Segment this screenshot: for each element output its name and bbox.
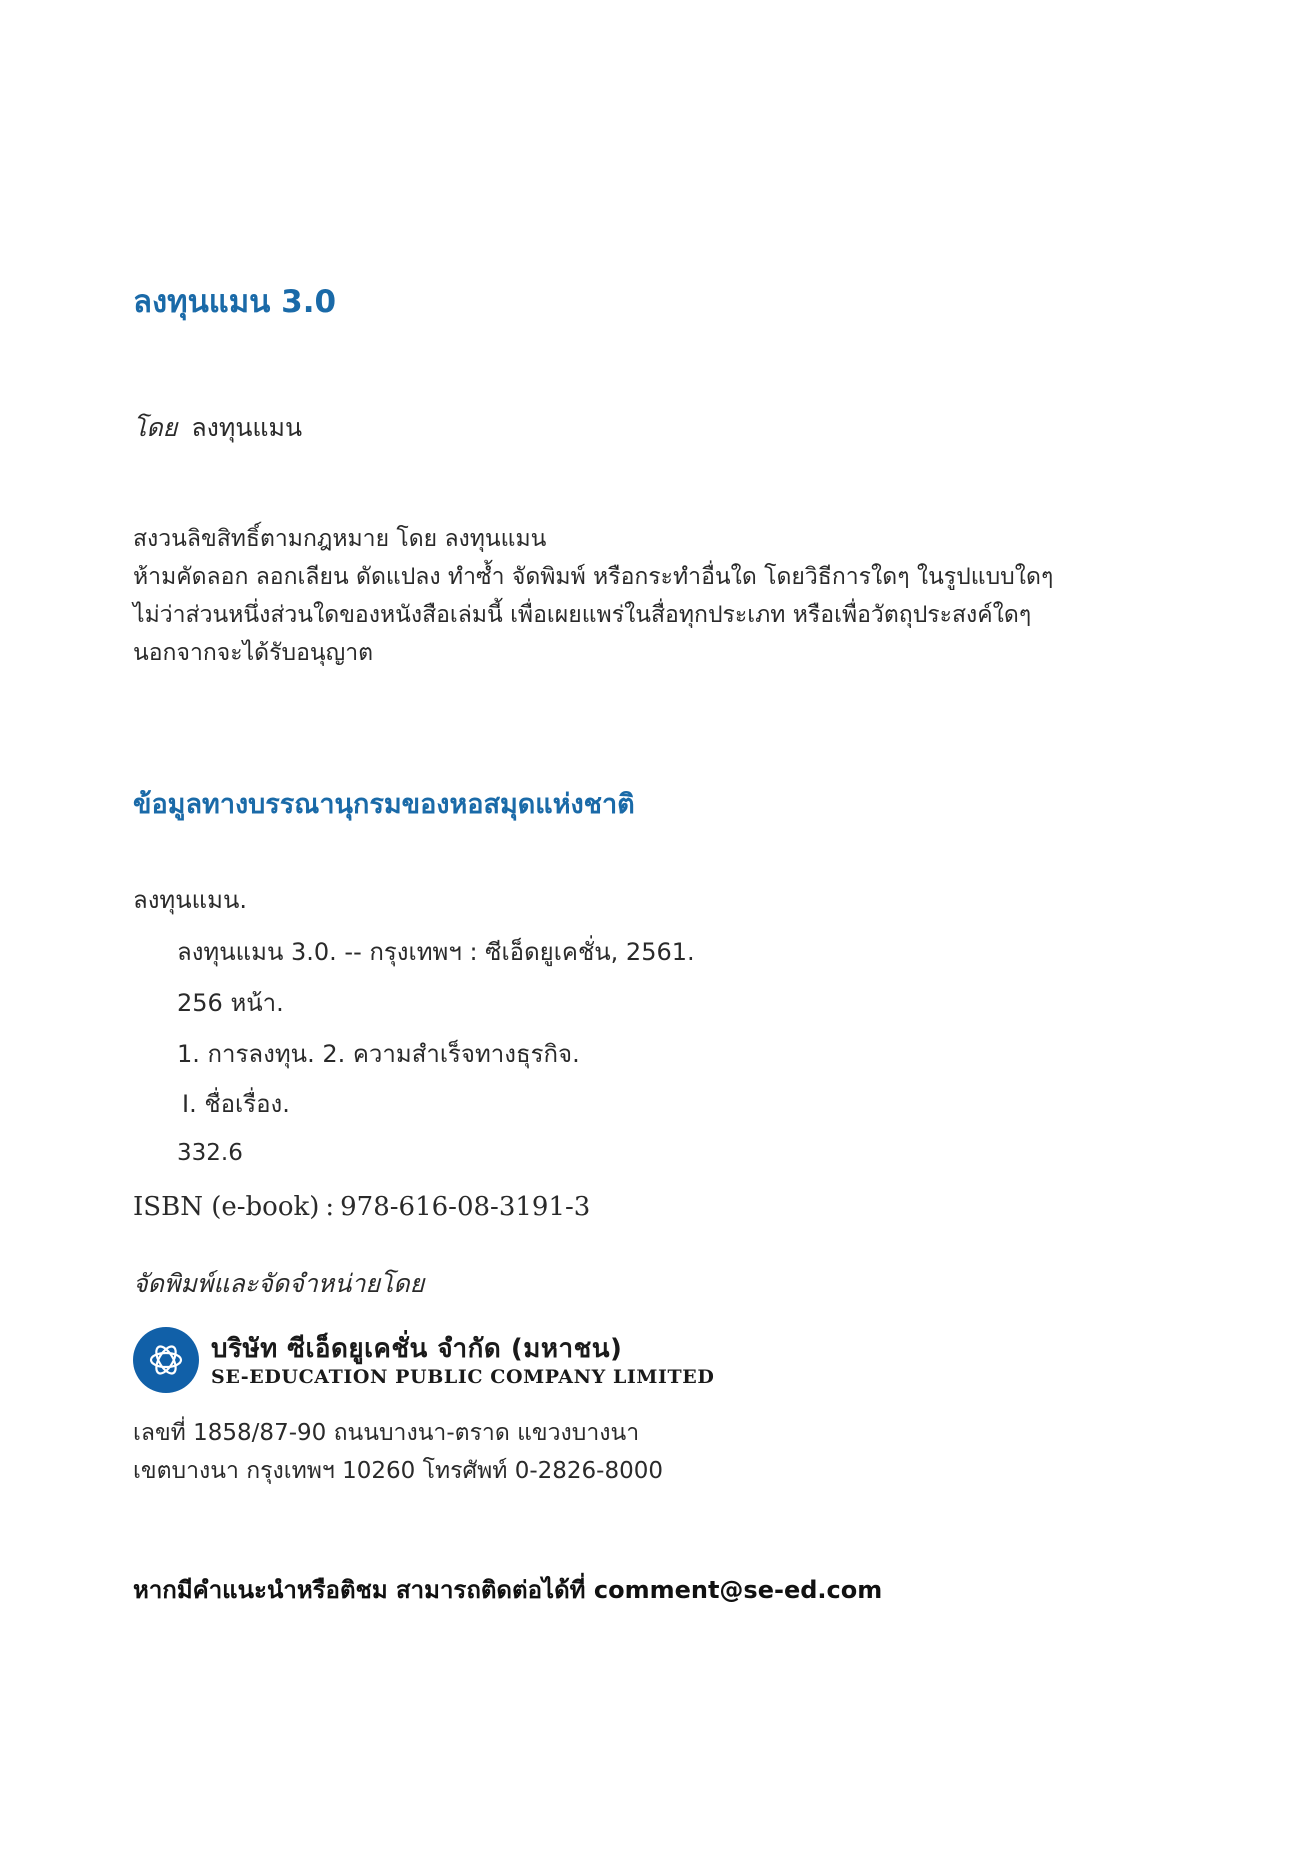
cip-heading: ข้อมูลทางบรรณานุกรมของหอสมุดแห่งชาติ <box>133 789 635 820</box>
copyright-notice <box>133 520 1053 672</box>
cip-author-entry: ลงทุนแมน. <box>133 886 247 914</box>
publisher-address <box>133 1414 663 1490</box>
copyright-line: สงวนลิขสิทธิ์ตามกฎหมาย โดย ลงทุนแมน <box>133 526 547 552</box>
copyright-line: ไม่ว่าส่วนหนึ่งส่วนใดของหนังสือเล่มนี้ เพื่อเผยแพร่ในสื่อทุกประเภท หรือเพื่อวัตถุประสงค์ใดๆ <box>133 602 1032 628</box>
isbn-line <box>133 1192 590 1222</box>
isbn-value: 978-616-08-3191-3 <box>340 1192 591 1222</box>
publisher-name-thai: บริษัท ซีเอ็ดยูเคชั่น จำกัด (มหาชน) <box>211 1334 623 1364</box>
isbn-separator: : <box>325 1192 335 1222</box>
copyright-line: นอกจากจะได้รับอนุญาต <box>133 640 374 666</box>
publisher-intro: จัดพิมพ์และจัดจำหน่ายโดย <box>133 1269 425 1298</box>
address-line: เลขที่ 1858/87-90 ถนนบางนา-ตราด แขวงบางนา <box>133 1420 640 1446</box>
author-name: ลงทุนแมน <box>191 413 303 442</box>
publisher-logo-icon <box>133 1327 199 1393</box>
book-title: ลงทุนแมน 3.0 <box>133 284 337 320</box>
cip-classification: 332.6 <box>177 1140 243 1166</box>
cip-title-entry: ลงทุนแมน 3.0. -- กรุงเทพฯ : ซีเอ็ดยูเคชั่น, 2561. <box>177 938 695 966</box>
isbn-label: ISBN (e-book) <box>133 1192 320 1222</box>
author-line <box>133 408 302 448</box>
cip-subjects: 1. การลงทุน. 2. ความสำเร็จทางธุรกิจ. <box>177 1040 580 1068</box>
address-line: เขตบางนา กรุงเทพฯ 10260 โทรศัพท์ 0-2826-8000 <box>133 1458 664 1484</box>
copyright-line: ห้ามคัดลอก ลอกเลียน ดัดแปลง ทำซ้ำ จัดพิมพ์ หรือกระทำอื่นใด โดยวิธีการใดๆ ในรูปแบบใดๆ <box>133 564 1054 590</box>
by-label: โดย <box>133 413 178 442</box>
publisher-name-english: SE-EDUCATION PUBLIC COMPANY LIMITED <box>211 1366 715 1388</box>
cip-pages: 256 หน้า. <box>177 989 284 1017</box>
feedback-contact: หากมีคำแนะนำหรือติชม สามารถติดต่อได้ที่ comment@se-ed.com <box>133 1576 883 1604</box>
cip-title-heading: I. ชื่อเรื่อง. <box>182 1090 290 1118</box>
